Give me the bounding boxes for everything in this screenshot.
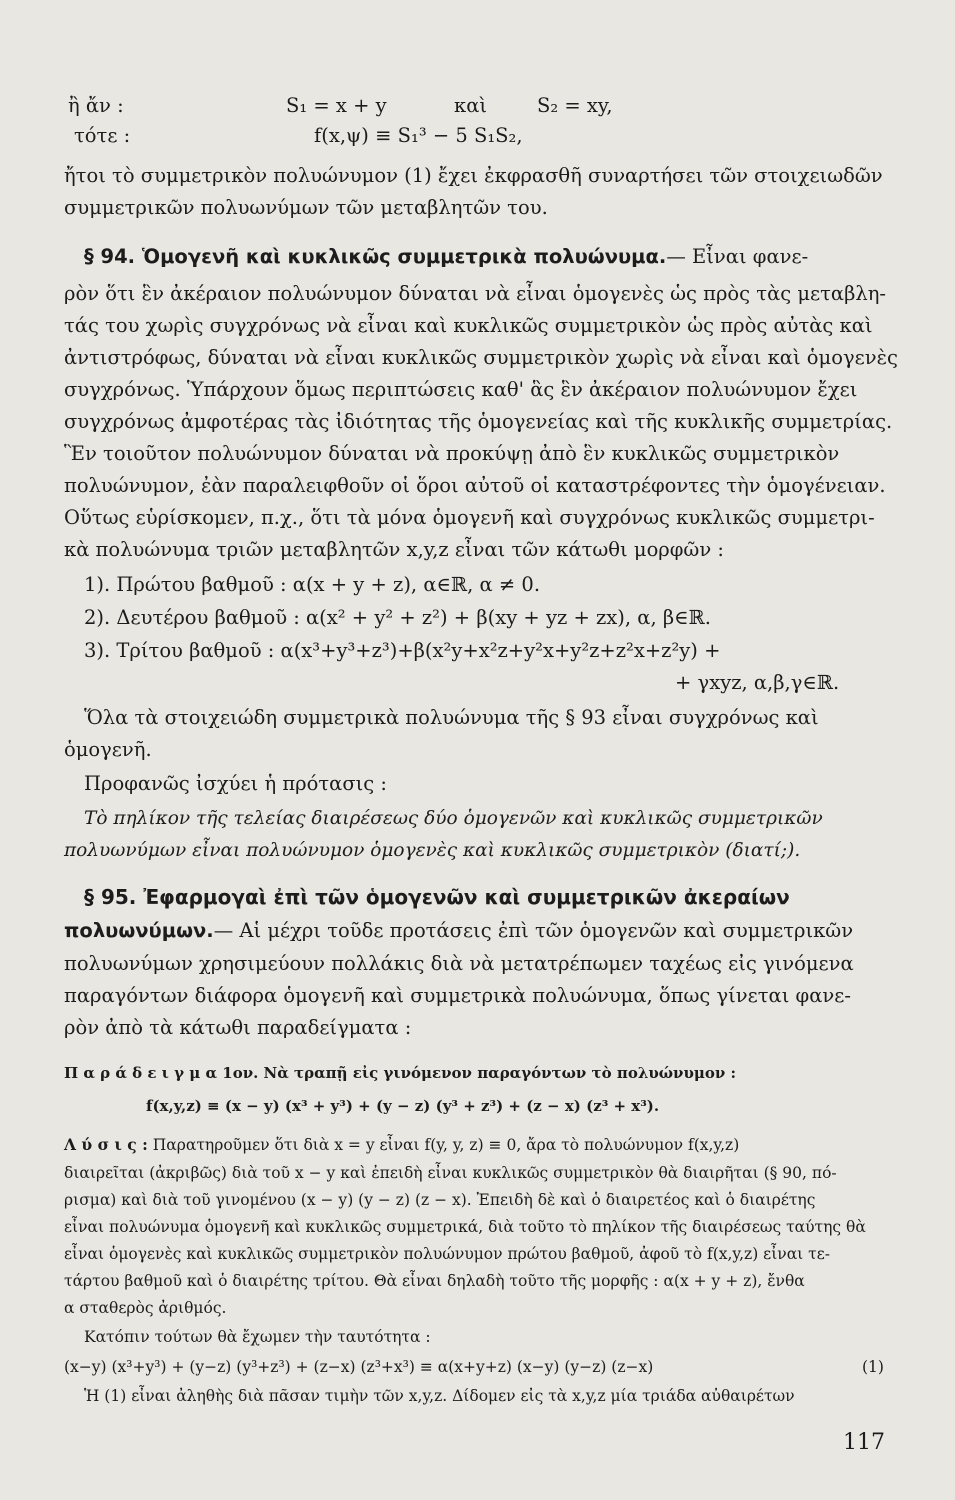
text-line: παραγόντων διάφορα ὁμογενῆ καὶ συμμετρικὰ πολυώνυμα, ὅπως γίνεται φανε- — [64, 984, 851, 1007]
solution-line: εἶναι ὁμογενὲς καὶ κυκλικῶς συμμετρικὸν πολυώνυμον πρώτου βαθμοῦ, ἀφοῦ τὸ f(x,y,z) εἶναι τε- — [64, 1245, 831, 1263]
proposition-line-1: Τὸ πηλίκον τῆς τελείας διαιρέσεως δύο ὁμογενῶν καὶ κυκλικῶς συμμετρικῶν — [84, 808, 823, 829]
case-degree-1: 1). Πρώτου βαθμοῦ : α(x + y + z), α∈ℝ, α ≠ 0. — [84, 573, 541, 596]
case-degree-2: 2). Δευτέρου βαθμοῦ : α(x² + y² + z²) + β(xy + yz + zx), α, β∈ℝ. — [84, 606, 711, 629]
text-line: Οὕτως εὑρίσκομεν, π.χ., ὅτι τὰ μόνα ὁμογενῆ καὶ συγχρόνως κυκλικῶς συμμετρι- — [64, 506, 875, 529]
text-line: Προφανῶς ἰσχύει ἡ πρότασις : — [84, 772, 387, 795]
text-line: συγχρόνως ἀμφοτέρας τὰς ἰδιότητας τῆς ὁμογενείας καὶ τῆς κυκλικῆς συμμετρίας. — [64, 410, 893, 433]
text-line: ρὸν ἀπὸ τὰ κάτωθι παραδείγματα : — [64, 1016, 412, 1039]
text-line: ρὸν ὅτι ἓν ἀκέραιον πολυώνυμον δύναται νὰ εἶναι ὁμογενὲς ὡς πρὸς τὰς μεταβλη- — [64, 282, 886, 305]
page-number: 117 — [843, 1430, 885, 1455]
proposition-line-2: πολυωνύμων εἶναι πολυώνυμον ὁμογενὲς καὶ κυκλικῶς συμμετρικὸν (διατί;). — [64, 840, 801, 861]
section-95-heading: § 95. Ἐφαρμογαὶ ἐπὶ τῶν ὁμογενῶν καὶ συμμετρικῶν ἀκεραίων — [84, 885, 790, 909]
solution-line: Κατόπιν τούτων θὰ ἔχωμεν τὴν ταυτότητα : — [84, 1328, 431, 1346]
text-line: τάς του χωρὶς συγχρόνως νὰ εἶναι καὶ κυκλικῶς συμμετρικὸν ὡς πρὸς αὐτὰς καὶ — [64, 314, 873, 337]
solution-line: τάρτου βαθμοῦ καὶ ὁ διαιρέτης τρίτου. Θὰ εἶναι δηλαδὴ τοῦτο τῆς μορφῆς : α(x + y + z), ἔνθα — [64, 1272, 805, 1290]
solution-line: διαιρεῖται (ἀκριβῶς) διὰ τοῦ x − y καὶ ἐπειδὴ εἶναι κυκλικῶς συμμετρικὸν θὰ διαιρῆται (§ 90, πό- — [64, 1164, 837, 1182]
solution-line: Λ ύ σ ι ς : Παρατηροῦμεν ὅτι διὰ x = y εἶναι f(y, y, z) ≡ 0, ἄρα τὸ πολυώνυμον f(x,y,z) — [64, 1135, 740, 1154]
text-line: συγχρόνως. Ὑπάρχουν ὅμως περιπτώσεις καθ' ἃς ἓν ἀκέραιον πολυώνυμον ἔχει — [64, 378, 858, 401]
case-degree-3: 3). Τρίτου βαθμοῦ : α(x³+y³+z³)+β(x²y+x²z+y²x+y²z+z²x+z²y) + — [84, 639, 721, 662]
document-page: ἢ ἄν : S₁ = x + y καὶ S₂ = xy, τότε : f(x,ψ) ≡ S₁³ − 5 S₁S₂, ἤτοι τὸ συμμετρικὸν πολυώνυμον (1) ἔχει ἐκφρασθῆ συναρτήσει τῶν στοιχειωδῶν συμμετρικῶν πολυωνύμων τῶν μεταβλητῶν του. § 94. Ὁμογενῆ καὶ κυκλικῶς συμμετρικὰ πολυώνυμα.— Εἶναι φανε- ρὸν ὅτι ἓν ἀκέραιον πολυώνυμον δύναται νὰ εἶναι ὁμογενὲς ὡς πρὸς τὰς μεταβλη- τάς του χωρὶς συγχρόνως νὰ εἶναι καὶ κυκλικῶς συμμετρικὸν ὡς πρὸς αὐτὰς καὶ ἀντιστρόφως, δύναται νὰ εἶναι κυκλικῶς συμμετρικὸν χωρὶς νὰ εἶναι καὶ ὁμογενὲς συγχρόνως. Ὑπάρχουν ὅμως περιπτώσεις καθ' ἃς ἓν ἀκέραιον πολυώνυμον ἔχει συγχρόνως ἀμφοτέρας τὰς ἰδιότητας τῆς ὁμογενείας καὶ τῆς κυκλικῆς συμμετρίας. Ἓν τοιοῦτον πολυώνυμον δύναται νὰ προκύψῃ ἀπὸ ἓν κυκλικῶς συμμετρικὸν πολυώνυμον, ἐὰν παραλειφθοῦν οἱ ὅροι αὐτοῦ οἱ καταστρέφοντες τὴν ὁμογένειαν. Οὕτως εὑρίσκομεν, π.χ., ὅτι τὰ μόνα ὁμογενῆ καὶ συγχρόνως κυκλικῶς συμμετρι- κὰ πολυώνυμα τριῶν μεταβλητῶν x,y,z εἶναι τῶν κάτωθι μορφῶν : 1). Πρώτου βαθμοῦ : α(x + y + z), α∈ℝ, α ≠ 0. 2). Δευτέρου βαθμοῦ : α(x² + y² + z²) + β(xy + yz + zx), α, β∈ℝ. 3). Τρίτου βαθμοῦ : α(x³+y³+z³)+β(x²y+x²z+y²x+y²z+z²x+z²y) + + γxyz, α,β,γ∈ℝ. Ὅλα τὰ στοιχειώδη συμμετρικὰ πολυώνυμα τῆς § 93 εἶναι συγχρόνως καὶ ὁμογενῆ. Προφανῶς ἰσχύει ἡ πρότασις : Τὸ πηλίκον τῆς τελείας διαιρέσεως δύο ὁμογενῶν καὶ κυκλικῶς συμμετρικῶν πολυωνύμων εἶναι πολυώνυμον ὁμογενὲς καὶ κυκλικῶς συμμετρικὸν (διατί;). § 95. Ἐφαρμογαὶ ἐπὶ τῶν ὁμογενῶν καὶ συμμετρικῶν ἀκεραίων πολυωνύμων.— Αἱ μέχρι τοῦδε προτάσεις ἐπὶ τῶν ὁμογενῶν καὶ συμμετρικῶν πολυωνύμων χρησιμεύουν πολλάκις διὰ νὰ μετατρέπωμεν ταχέως εἰς γινόμενα παραγόντων διάφορα ὁμογενῆ καὶ συμμετρικὰ πολυώνυμα, ὅπως γίνεται φανε- ρὸν ἀπὸ τὰ κάτωθι παραδείγματα : Π α ρ ά δ ε ι γ μ α 1ον. Νὰ τραπῇ εἰς γινόμενον παραγόντων τὸ πολυώνυμον : f(x,y,z) ≡ (x − y) (x³ + y³) + (y − z) (y³ + z³) + (z − x) (z³ + x³). Λ ύ σ ι ς : Παρατηροῦμεν ὅτι διὰ x = y εἶναι f(y, y, z) ≡ 0, ἄρα τὸ πολυώνυμον f(x,y,z) διαιρεῖται (ἀκριβῶς) διὰ τοῦ x − y καὶ ἐπειδὴ εἶναι κυκλικῶς συμμετρικὸν θὰ διαιρῆται (§ 90, πό- ρισμα) καὶ διὰ τοῦ γινομένου (x − y) (y − z) (z − x). Ἐπειδὴ δὲ καὶ ὁ διαιρετέος καὶ ὁ διαιρέτης εἶναι πολυώνυμα ὁμογενῆ καὶ κυκλικῶς συμμετρικά, διὰ τοῦτο τὸ πηλίκον τῆς διαιρέσεως ταύτης θὰ εἶναι ὁμογενὲς καὶ κυκλικῶς συμμετρικὸν πολυώνυμον πρώτου βαθμοῦ, ἀφοῦ τὸ f(x,y,z) εἶναι τε- τάρτου βαθμοῦ καὶ ὁ διαιρέτης τρίτου. Θὰ εἶναι δηλαδὴ τοῦτο τῆς μορφῆς : α(x + y + z), ἔνθα α σταθερὸς ἀριθμός. Κατόπιν τούτων θὰ ἔχωμεν τὴν ταυτότητα : (x−y) (x³+y³) + (y−z) (y³+z³) + (z−x) (z³+x³) ≡ α(x+y+z) (x−y) (y−z) (z−x) (1) Ἡ (1) εἶναι ἀληθὴς διὰ πᾶσαν τιμὴν τῶν x,y,z. Δίδομεν εἰς τὰ x,y,z μία τριάδα αὐθαιρέτων 117 — [0, 0, 955, 1500]
text-line: κὰ πολυώνυμα τριῶν μεταβλητῶν x,y,z εἶναι τῶν κάτωθι μορφῶν : — [64, 538, 724, 561]
solution-line: εἶναι πολυώνυμα ὁμογενῆ καὶ κυκλικῶς συμμετρικά, διὰ τοῦτο τὸ πηλίκον τῆς διαιρέσεως ταύτης θὰ — [64, 1218, 866, 1236]
solution-line: α σταθερὸς ἀριθμός. — [64, 1299, 227, 1317]
text-line: πολυώνυμον, ἐὰν παραλειφθοῦν οἱ ὅροι αὐτοῦ οἱ καταστρέφοντες τὴν ὁμογένειαν. — [64, 474, 886, 497]
text-line: πολυωνύμων χρησιμεύουν πολλάκις διὰ νὰ μετατρέπωμεν ταχέως εἰς γινόμενα — [64, 952, 854, 975]
text-line: ἀντιστρόφως, δύναται νὰ εἶναι κυκλικῶς συμμετρικὸν χωρὶς νὰ εἶναι καὶ ὁμογενὲς — [64, 346, 898, 369]
text-line: Ὅλα τὰ στοιχειώδη συμμετρικὰ πολυώνυμα τῆς § 93 εἶναι συγχρόνως καὶ — [84, 706, 819, 729]
case-degree-3-cont: + γxyz, α,β,γ∈ℝ. — [675, 671, 840, 694]
text-line: ὁμογενῆ. — [64, 738, 152, 761]
solution-line: ρισμα) καὶ διὰ τοῦ γινομένου (x − y) (y − z) (z − x). Ἐπειδὴ δὲ καὶ ὁ διαιρετέος καὶ ὁ διαιρέτης — [64, 1191, 816, 1209]
text-line: Ἡ (1) εἶναι ἀληθὴς διὰ πᾶσαν τιμὴν τῶν x,y,z. Δίδομεν εἰς τὰ x,y,z μία τριάδα αὐθαιρέτων — [84, 1387, 795, 1405]
text-line: ἤτοι τὸ συμμετρικὸν πολυώνυμον (1) ἔχει ἐκφρασθῆ συναρτήσει τῶν στοιχειωδῶν — [64, 164, 883, 187]
section-94-heading: § 94. Ὁμογενῆ καὶ κυκλικῶς συμμετρικὰ πολυώνυμα.— Εἶναι φανε- — [84, 245, 809, 268]
example-heading: Π α ρ ά δ ε ι γ μ α 1ον. Νὰ τραπῇ εἰς γινόμενον παραγόντων τὸ πολυώνυμον : — [64, 1064, 737, 1082]
text-line: Ἓν τοιοῦτον πολυώνυμον δύναται νὰ προκύψῃ ἀπὸ ἓν κυκλικῶς συμμετρικὸν — [64, 442, 840, 465]
example-formula: f(x,y,z) ≡ (x − y) (x³ + y³) + (y − z) (y³ + z³) + (z − x) (z³ + x³). — [146, 1097, 660, 1115]
text-line: συμμετρικῶν πολυωνύμων τῶν μεταβλητῶν του. — [64, 196, 548, 219]
text-line: πολυωνύμων.— Αἱ μέχρι τοῦδε προτάσεις ἐπὶ τῶν ὁμογενῶν καὶ συμμετρικῶν — [64, 919, 854, 942]
